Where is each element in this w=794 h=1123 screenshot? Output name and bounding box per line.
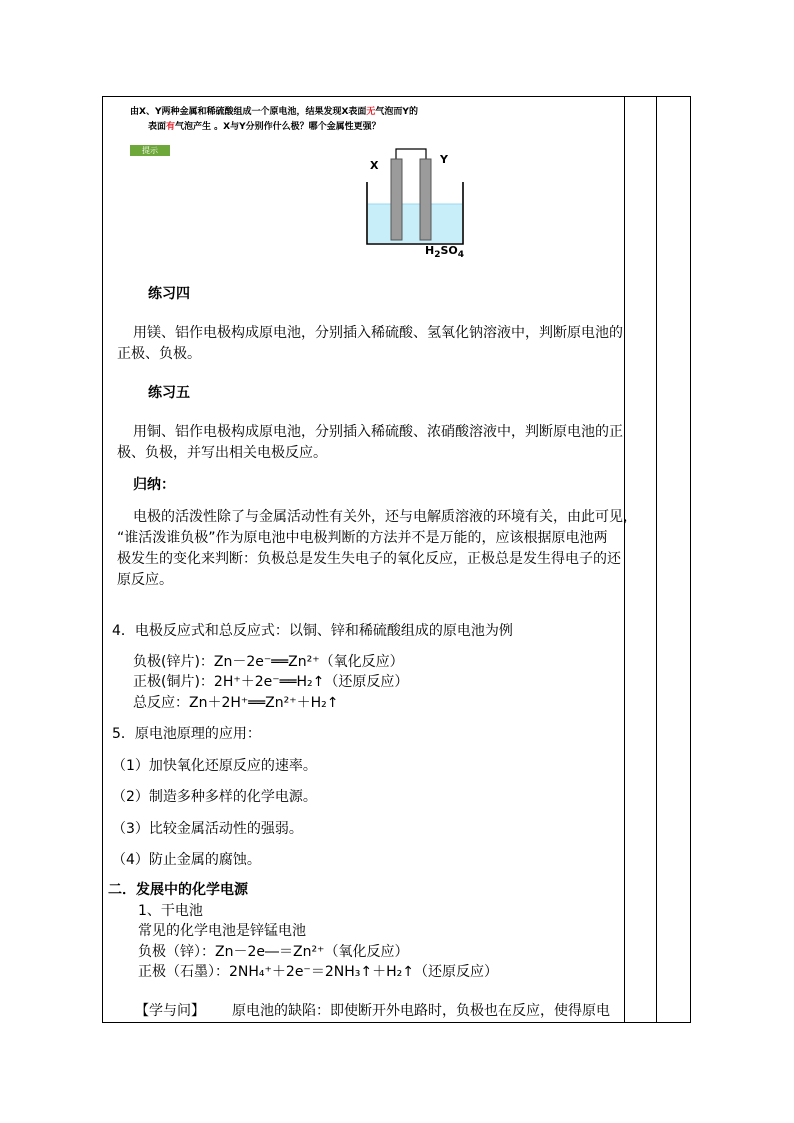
- table-border-col2: [656, 96, 657, 1023]
- overall-reaction-equation: 总反应：Zn＋2H⁺══Zn²⁺＋H₂↑: [133, 695, 339, 711]
- summary-line-3: 极发生的变化来判断：负极总是发生失电子的氧化反应，正极总是发生得电子的还: [117, 551, 621, 567]
- table-border-bottom: [102, 1022, 691, 1023]
- electrolyte-label: $H_2SO_4$: [425, 244, 465, 261]
- negative-electrode-equation: 负极(锌片)：Zn－2e⁻══Zn²⁺（氧化反应）: [133, 654, 404, 670]
- summary-line-4: 原反应。: [117, 572, 173, 588]
- summary-title: 归纳：: [133, 477, 175, 493]
- problem-line-1: 由X、Y两种金属和稀硫酸组成一个原电池，结果发现X表面无气泡而Y的: [130, 107, 418, 117]
- section-5-heading: 5．原电池原理的应用：: [112, 726, 261, 742]
- exercise-5-line-2: 极、负极，并写出相关电极反应。: [117, 445, 327, 461]
- table-border-right: [690, 96, 691, 1023]
- electrode-y: [420, 159, 431, 240]
- positive-electrode-equation: 正极(铜片)：2H⁺＋2e⁻══H₂↑（还原反应）: [133, 674, 409, 690]
- summary-line-1: 电极的活泼性除了与金属活动性有关外，还与电解质溶液的环境有关，由此可见，: [133, 509, 637, 525]
- exercise-4-title: 练习四: [148, 286, 190, 302]
- electrode-y-label: Y: [440, 153, 448, 166]
- table-border-top: [102, 96, 691, 97]
- dry-cell-negative-equation: 负极（锌）：Zn－2e―＝Zn²⁺（氧化反应）: [138, 944, 409, 960]
- dry-cell-line: 常见的化学电池是锌锰电池: [138, 923, 306, 939]
- electrode-x-label: X: [370, 159, 379, 172]
- exercise-5-title: 练习五: [148, 385, 190, 401]
- hint-button[interactable]: 提示: [130, 145, 170, 156]
- dry-cell-positive-equation: 正极（石墨）：2NH₄⁺＋2e⁻＝2NH₃↑＋H₂↑（还原反应）: [138, 964, 498, 980]
- application-item-3: （3）比较金属活动性的强弱。: [112, 821, 303, 837]
- application-item-1: （1）加快氧化还原反应的速率。: [112, 758, 317, 774]
- exercise-4-line-1: 用镁、铝作电极构成原电池，分别插入稀硫酸、氢氧化钠溶液中，判断原电池的: [133, 325, 623, 341]
- section-4-heading: 4．电极反应式和总反应式：以铜、锌和稀硫酸组成的原电池为例: [112, 623, 513, 639]
- exercise-4-line-2: 正极、负极。: [117, 346, 201, 362]
- application-item-4: （4）防止金属的腐蚀。: [112, 852, 261, 868]
- study-and-ask-text: 原电池的缺陷：即使断开外电路时，负极也在反应，使得原电: [232, 1003, 610, 1019]
- dry-cell-subheading: 1、干电池: [138, 903, 203, 919]
- application-item-2: （2）制造多种多样的化学电源。: [112, 789, 317, 805]
- summary-line-2: “谁活泼谁负极”作为原电池中电极判断的方法并不是万能的，应该根据原电池两: [117, 530, 608, 546]
- section-two-heading: 二．发展中的化学电源: [108, 882, 248, 898]
- electrode-x: [391, 159, 402, 240]
- electrolyte-solution: [368, 204, 462, 243]
- problem-line-2: 表面有气泡产生 。X与Y分别作什么极？哪个金属性更强？: [148, 122, 381, 132]
- connecting-wire: [396, 149, 426, 159]
- table-border-col1: [624, 96, 625, 1023]
- table-border-left: [102, 96, 103, 1023]
- study-and-ask-label: 【学与问】: [135, 1003, 205, 1019]
- exercise-5-line-1: 用铜、铝作电极构成原电池，分别插入稀硫酸、浓硝酸溶液中，判断原电池的正: [133, 424, 623, 440]
